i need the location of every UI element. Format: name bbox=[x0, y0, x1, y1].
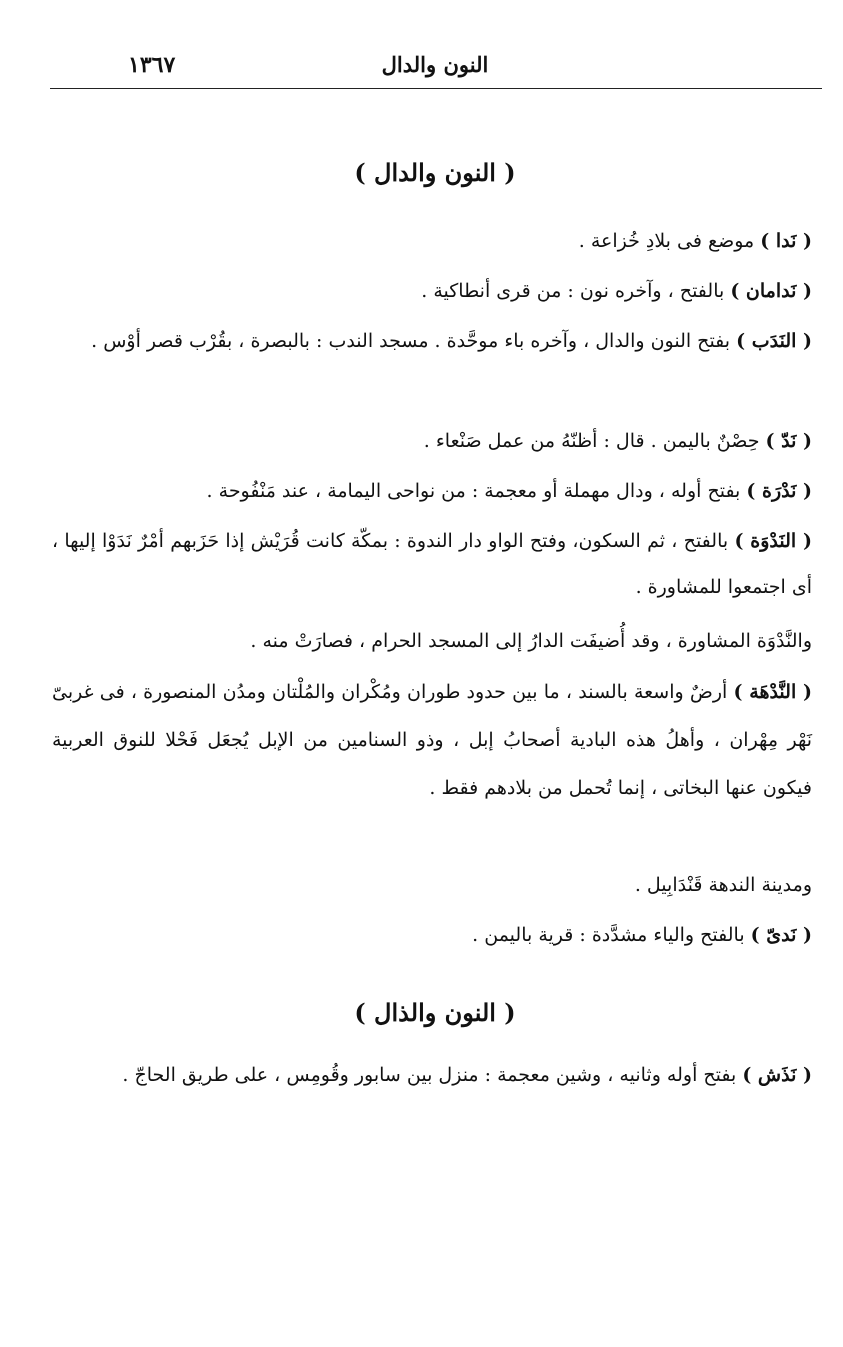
entry-text: بالفتح ، ثم السكون، وفتح الواو دار الندوة : بمكّة كانت قُرَيْش إذا حَزَبهم أمْرٌ نَدَوْا إليها ، أى اجتمعوا للمشاورة . bbox=[52, 530, 812, 598]
entry-nadhash bbox=[52, 1052, 812, 1098]
entry-headword: ( نَدا ) bbox=[760, 230, 812, 252]
entry-nadiyy bbox=[52, 912, 838, 958]
entry-headword: ( نَدامان ) bbox=[730, 280, 812, 302]
entry-nadaman bbox=[52, 268, 838, 314]
entry-nada bbox=[52, 218, 838, 264]
entry-headword: ( النَدَب ) bbox=[736, 330, 812, 352]
entry-al-nadwa bbox=[52, 518, 812, 610]
section-heading: ( النون والدال ) bbox=[354, 158, 516, 187]
entry-nadwa-note bbox=[52, 618, 838, 664]
entry-text: موضع فى بلادِ خُزاعة . bbox=[578, 230, 761, 252]
section-heading: ( النون والذال ) bbox=[354, 998, 516, 1027]
header-rule bbox=[50, 88, 822, 89]
entry-text: بالفتح والياء مشدَّدة : قرية باليمن . bbox=[472, 924, 751, 946]
entry-text: بفتح أوله ، ودال مهملة أو معجمة : من نواحى اليمامة ، عند مَنْفُوحة . bbox=[206, 480, 747, 502]
entry-headword: ( نَدّ ) bbox=[765, 430, 812, 452]
entry-al-nadab bbox=[52, 318, 812, 364]
entry-headword: ( نَذَش ) bbox=[742, 1064, 812, 1086]
entry-headword: ( نَدْرَة ) bbox=[746, 480, 812, 502]
entry-text: بفتح أوله وثانيه ، وشين معجمة : منزل بين سابور وقُومِس ، على طريق الحاجّ . bbox=[122, 1064, 743, 1086]
entry-nadra bbox=[52, 468, 838, 514]
entry-text: بالفتح ، وآخره نون : من قرى أنطاكية . bbox=[421, 280, 731, 302]
entry-al-nadha bbox=[52, 668, 812, 812]
entry-text: ومدينة الندهة قَنْدَابِيل . bbox=[634, 874, 812, 896]
running-header bbox=[50, 52, 820, 86]
entry-headword: ( النَدْوَة ) bbox=[734, 530, 813, 552]
entry-text: أرضٌ واسعة بالسند ، ما بين حدود طوران ومُكْران والمُلْتان ومدُن المنصورة ، فى غربىّ نَهْر مِهْران ، وأهلُ هذه البادية أصحابُ إبل ، وذو السنامين من الإبل يُجعَل فَحْلا للنوق العربية فيكون عنها البخاتى ، إنما تُحمل من بلادهم فقط . bbox=[52, 681, 812, 799]
page-number: ١٣٦٧ bbox=[128, 52, 176, 78]
running-title: النون والدال bbox=[381, 52, 489, 77]
entry-nadha-city bbox=[52, 862, 838, 908]
entry-nadd bbox=[52, 418, 838, 464]
entry-text: والنَّدْوَة المشاورة ، وقد أُضيفَت الدارُ إلى المسجد الحرام ، فصارَتْ منه . bbox=[250, 630, 812, 652]
entry-text: حِصْنٌ باليمن . قال : أظنّهُ من عمل صَنْعاء . bbox=[423, 430, 766, 452]
entry-text: بفتح النون والدال ، وآخره باء موحَّدة . مسجد الندب : بالبصرة ، بقُرْب قصر أوْس . bbox=[91, 330, 737, 352]
entry-headword: ( نَدىّ ) bbox=[750, 924, 812, 946]
entry-headword: ( النَّدْهَة ) bbox=[733, 681, 812, 703]
